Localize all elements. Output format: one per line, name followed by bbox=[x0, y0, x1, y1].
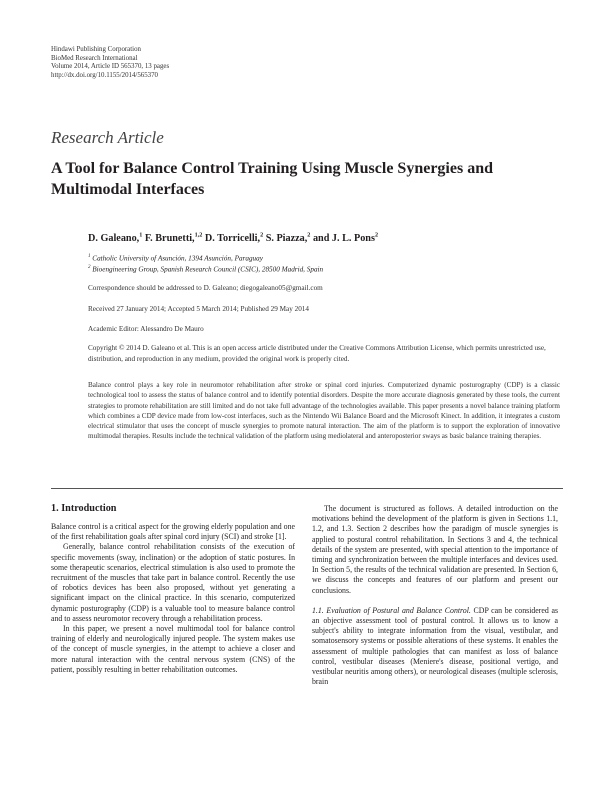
paragraph: In this paper, we present a novel multimodal tool for balance control training of elderly and neurologically injured people. The system makes use of the concept of muscle synergies, in the attempt to achieve a closer and more natural interaction with the central nervous system (CNS) of the patient, possibly resulting in better rehabilitation outcomes. bbox=[51, 624, 295, 674]
journal-name: BioMed Research International bbox=[51, 54, 138, 62]
left-column bbox=[51, 522, 295, 675]
affiliation: $^2$ Bioengineering Group, Spanish Research Council (CSIC), 28500 Madrid, Spain bbox=[88, 265, 324, 274]
volume-info: Volume 2014, Article ID 565370, 13 pages bbox=[51, 63, 170, 71]
academic-editor: Academic Editor: Alessandro De Mauro bbox=[88, 325, 204, 333]
section-heading: 1. Introduction bbox=[51, 503, 117, 514]
publisher: Hindawi Publishing Corporation bbox=[51, 46, 141, 53]
author: F. Brunetti,$^{1,2}$ bbox=[144, 232, 203, 245]
abstract: Balance control plays a key role in neuromotor rehabilitation after stroke or spinal cord injuries. Computerized dynamic posturography (CDP) is a classic technological tool to assess the status of balance control and to identify potential disorders. Despite the more accurate diagnosis generated by these tools, the current strategies to promote rehabilitation are still limited and do not take full advantage of the technologies available. This paper presents a novel balance training platform which combines a CDP device made from low-cost interfaces, such as the Nintendo Wii Balance Board and the Microsoft Kinect. In addition, it integrates a custom electrical stimulator that uses the concept of muscle synergies to promote natural interaction. The aim of the platform is to support the exploration of innovative multimodal therapies. Results include the technical validation of the platform using mediolateral and anteroposterior sways as basic balance training therapies. bbox=[88, 381, 560, 441]
journal-header bbox=[51, 46, 169, 80]
divider bbox=[51, 488, 563, 489]
author: D. Torricelli,$^2$ bbox=[204, 232, 264, 245]
affiliation: $^1$ Catholic University of Asunción, 1394 Asunción, Paraguay bbox=[88, 254, 263, 263]
doi-link[interactable]: http://dx.doi.org/10.1155/2014/565370 bbox=[51, 71, 158, 79]
paragraph: The document is structured as follows. A detailed introduction on the motivations behind the development of the platform is given in Sections 1.1, 1.2, and 1.3. Section 2 describes how the paradigm of muscle synergies is applied to postural control rehabilitation. In Sections 3 and 4, the technical details of the system are presented, with special attention to the importance of timing and synchronization between the multiple interfaces and devices used. In Section 5, the results of the technical validation are presented. In Section 6, we discuss the concepts and features of our platform and present our conclusions. bbox=[312, 504, 558, 595]
publication-dates: Received 27 January 2014; Accepted 5 March 2014; Published 29 May 2014 bbox=[88, 305, 309, 313]
author: S. Piazza,$^2$ bbox=[265, 232, 311, 245]
paragraph: 1.1. Evaluation of Postural and Balance Control. CDP can be considered as an objective assessment tool of postural control. It allows us to know a subject's ability to integrate information from the visual, vestibular, and somatosensory systems or possible alterations of these systems. It enables the assessment of multiple pathologies that can manifest as loss of balance control, vestibular diseases (Meniere's disease, positional vertigo, and vestibular neuritis among others), or neurological diseases (multiple sclerosis, brain bbox=[312, 605, 558, 687]
right-column bbox=[312, 504, 558, 687]
correspondence: Correspondence should be addressed to D. Galeano; diegogaleano05@gmail.com bbox=[88, 284, 323, 292]
subsection-heading: 1.1. Evaluation of Postural and Balance Control. bbox=[312, 605, 471, 615]
author-list bbox=[88, 232, 378, 244]
article-type: Research Article bbox=[51, 128, 164, 147]
paragraph: Balance control is a critical aspect for the growing elderly population and one of the first rehabilitation goals after spinal cord injury (SCI) and stroke [1]. bbox=[51, 522, 295, 542]
copyright-notice: Copyright © 2014 D. Galeano et al. This is an open access article distributed under the Creative Commons Attribution License, which permits unrestricted use, distribution, and reproduction in any medium, provided the original work is properly cited. bbox=[88, 344, 546, 363]
paper-title: A Tool for Balance Control Training Using Muscle Synergies and Multimodal Interfaces bbox=[51, 160, 493, 198]
author: and J. L. Pons$^2$ bbox=[312, 232, 379, 245]
paragraph: Generally, balance control rehabilitation consists of the execution of specific movements (sway, inclination) or the adoption of static postures. In some therapeutic scenarios, electrical stimulation is also used to promote the recruitment of the muscles that take part in balance control. Recently the use of robotics devices has been also proposed, without yet generating a significant impact on the clinical practice. In this scenario, computerized dynamic posturography (CDP) is a valuable tool to measure balance control and to assess neuromotor recovery through a rehabilitation process. bbox=[51, 542, 295, 623]
author: D. Galeano,$^1$ bbox=[88, 232, 143, 245]
